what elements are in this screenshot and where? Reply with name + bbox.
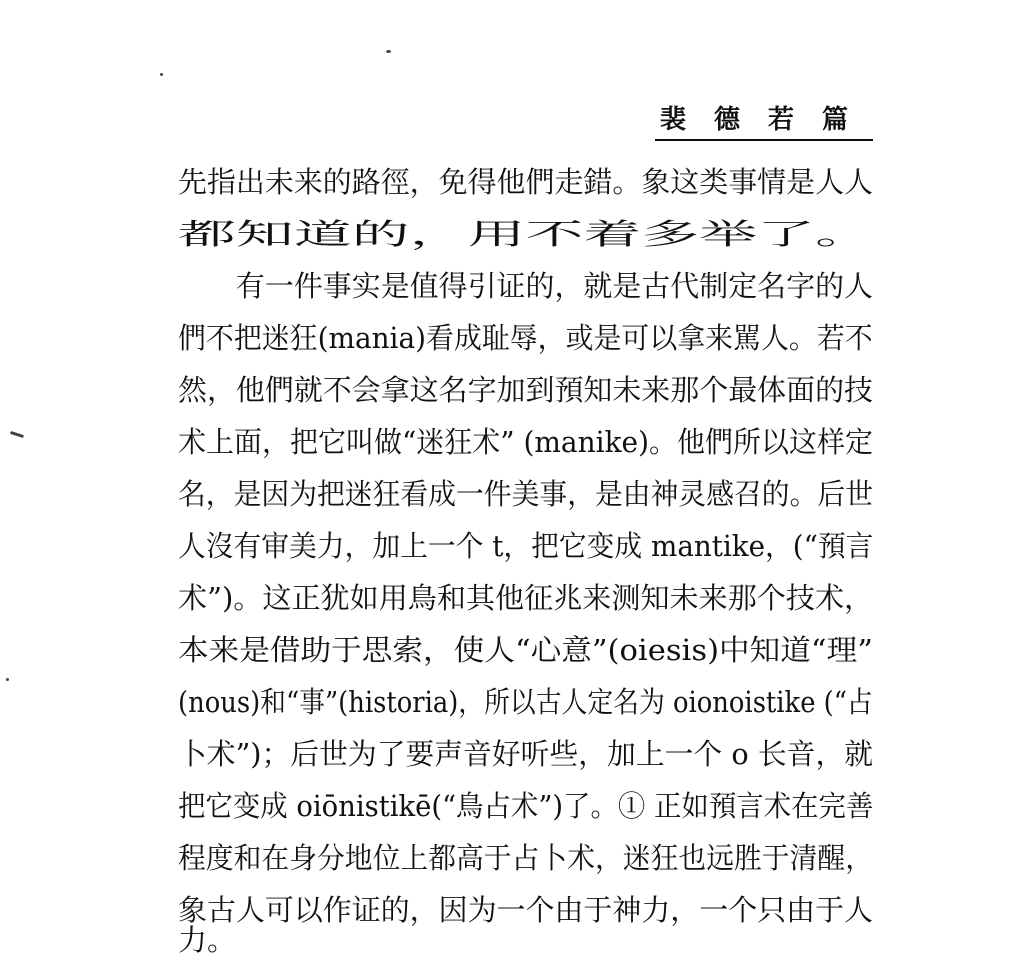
body-line: 象古人可以作证的，因为一个由于神力，一个只由于人 — [178, 893, 874, 927]
body-line: 术上面，把它叫做“迷狂术” (manike)。他們所以这样定 — [178, 425, 873, 459]
body-line: 有一件事实是值得引证的，就是古代制定名字的人 — [178, 269, 874, 303]
body-line: 們不把迷狂(mania)看成耻辱，或是可以拿来駡人。若不 — [178, 321, 873, 355]
scan-speck — [6, 678, 9, 681]
body-line: 卜术”)；后世为了要声音好听些，加上一个 o 长音，就 — [178, 737, 874, 771]
body-line: 人沒有审美力，加上一个 t，把它变成 mantike，(“預言 — [178, 529, 874, 563]
scan-speck — [10, 431, 24, 438]
scan-speck — [160, 73, 163, 76]
body-line: 术”)。这正犹如用鳥和其他征兆来测知未来那个技术， — [178, 581, 874, 615]
body-line: 本来是借助于思索，使人“心意”(oiesis)中知道“理” — [178, 633, 873, 667]
body-line: 程度和在身分地位上都高于占卜术，迷狂也远胜于清醒， — [178, 841, 874, 875]
body-line: 把它变成 oiōnistikē(“鳥占术”)了。① 正如預言术在完善 — [178, 789, 874, 823]
running-head: 裴德若篇 — [660, 105, 877, 135]
scan-speck — [386, 50, 391, 53]
body-line: (nous)和“事”(historia)，所以古人定名为 oionoistike (“占 — [178, 685, 873, 719]
header-rule — [655, 139, 873, 141]
body-line: 力。 — [178, 923, 237, 957]
body-line: 都知道的，用不着多举了。 — [178, 217, 874, 251]
body-line: 然，他們就不会拿这名字加到預知未来那个最体面的技 — [178, 373, 874, 407]
body-line: 名，是因为把迷狂看成一件美事，是由神灵感召的。后世 — [178, 477, 874, 511]
body-line: 先指出未来的路徑，免得他們走錯。象这类事情是人人 — [178, 165, 874, 199]
